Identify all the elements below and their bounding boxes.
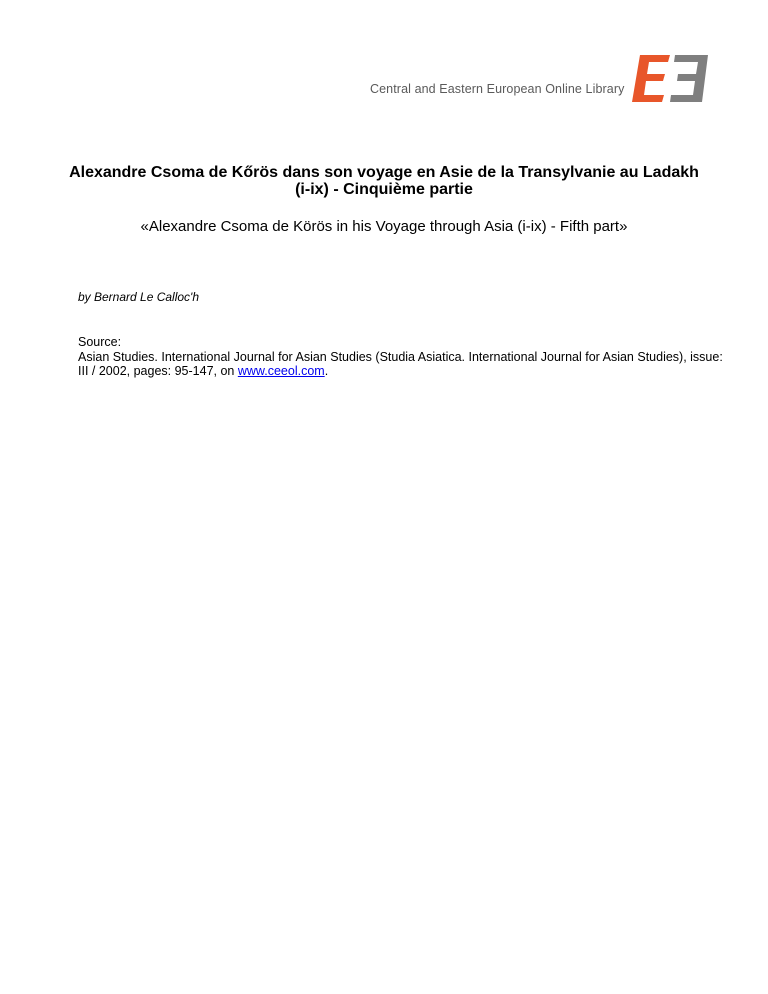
source-label: Source: bbox=[78, 335, 122, 349]
document-subtitle: «Alexandre Csoma de Körös in his Voyage through Asia (i-ix) - Fifth part» bbox=[140, 218, 628, 235]
source-text: Asian Studies. International Journal for Asian Studies (Studia Asiatica. International Journal for Asian Studies), issue: III / 2002, pages: 95-147, on bbox=[78, 349, 723, 378]
ceeol-logo-icon bbox=[632, 52, 710, 104]
ceeol-link[interactable]: www.ceeol.com bbox=[237, 364, 325, 378]
source-citation bbox=[78, 335, 728, 379]
ceeol-header-logo bbox=[370, 52, 710, 104]
source-trailing: . bbox=[324, 364, 329, 378]
document-title: Alexandre Csoma de Kőrös dans son voyage en Asie de la Transylvanie au Ladakh (i-ix) - Cinquième partie bbox=[69, 164, 699, 198]
library-name: Central and Eastern European Online Library bbox=[370, 82, 625, 96]
author-byline: by Bernard Le Calloc'h bbox=[78, 290, 200, 304]
